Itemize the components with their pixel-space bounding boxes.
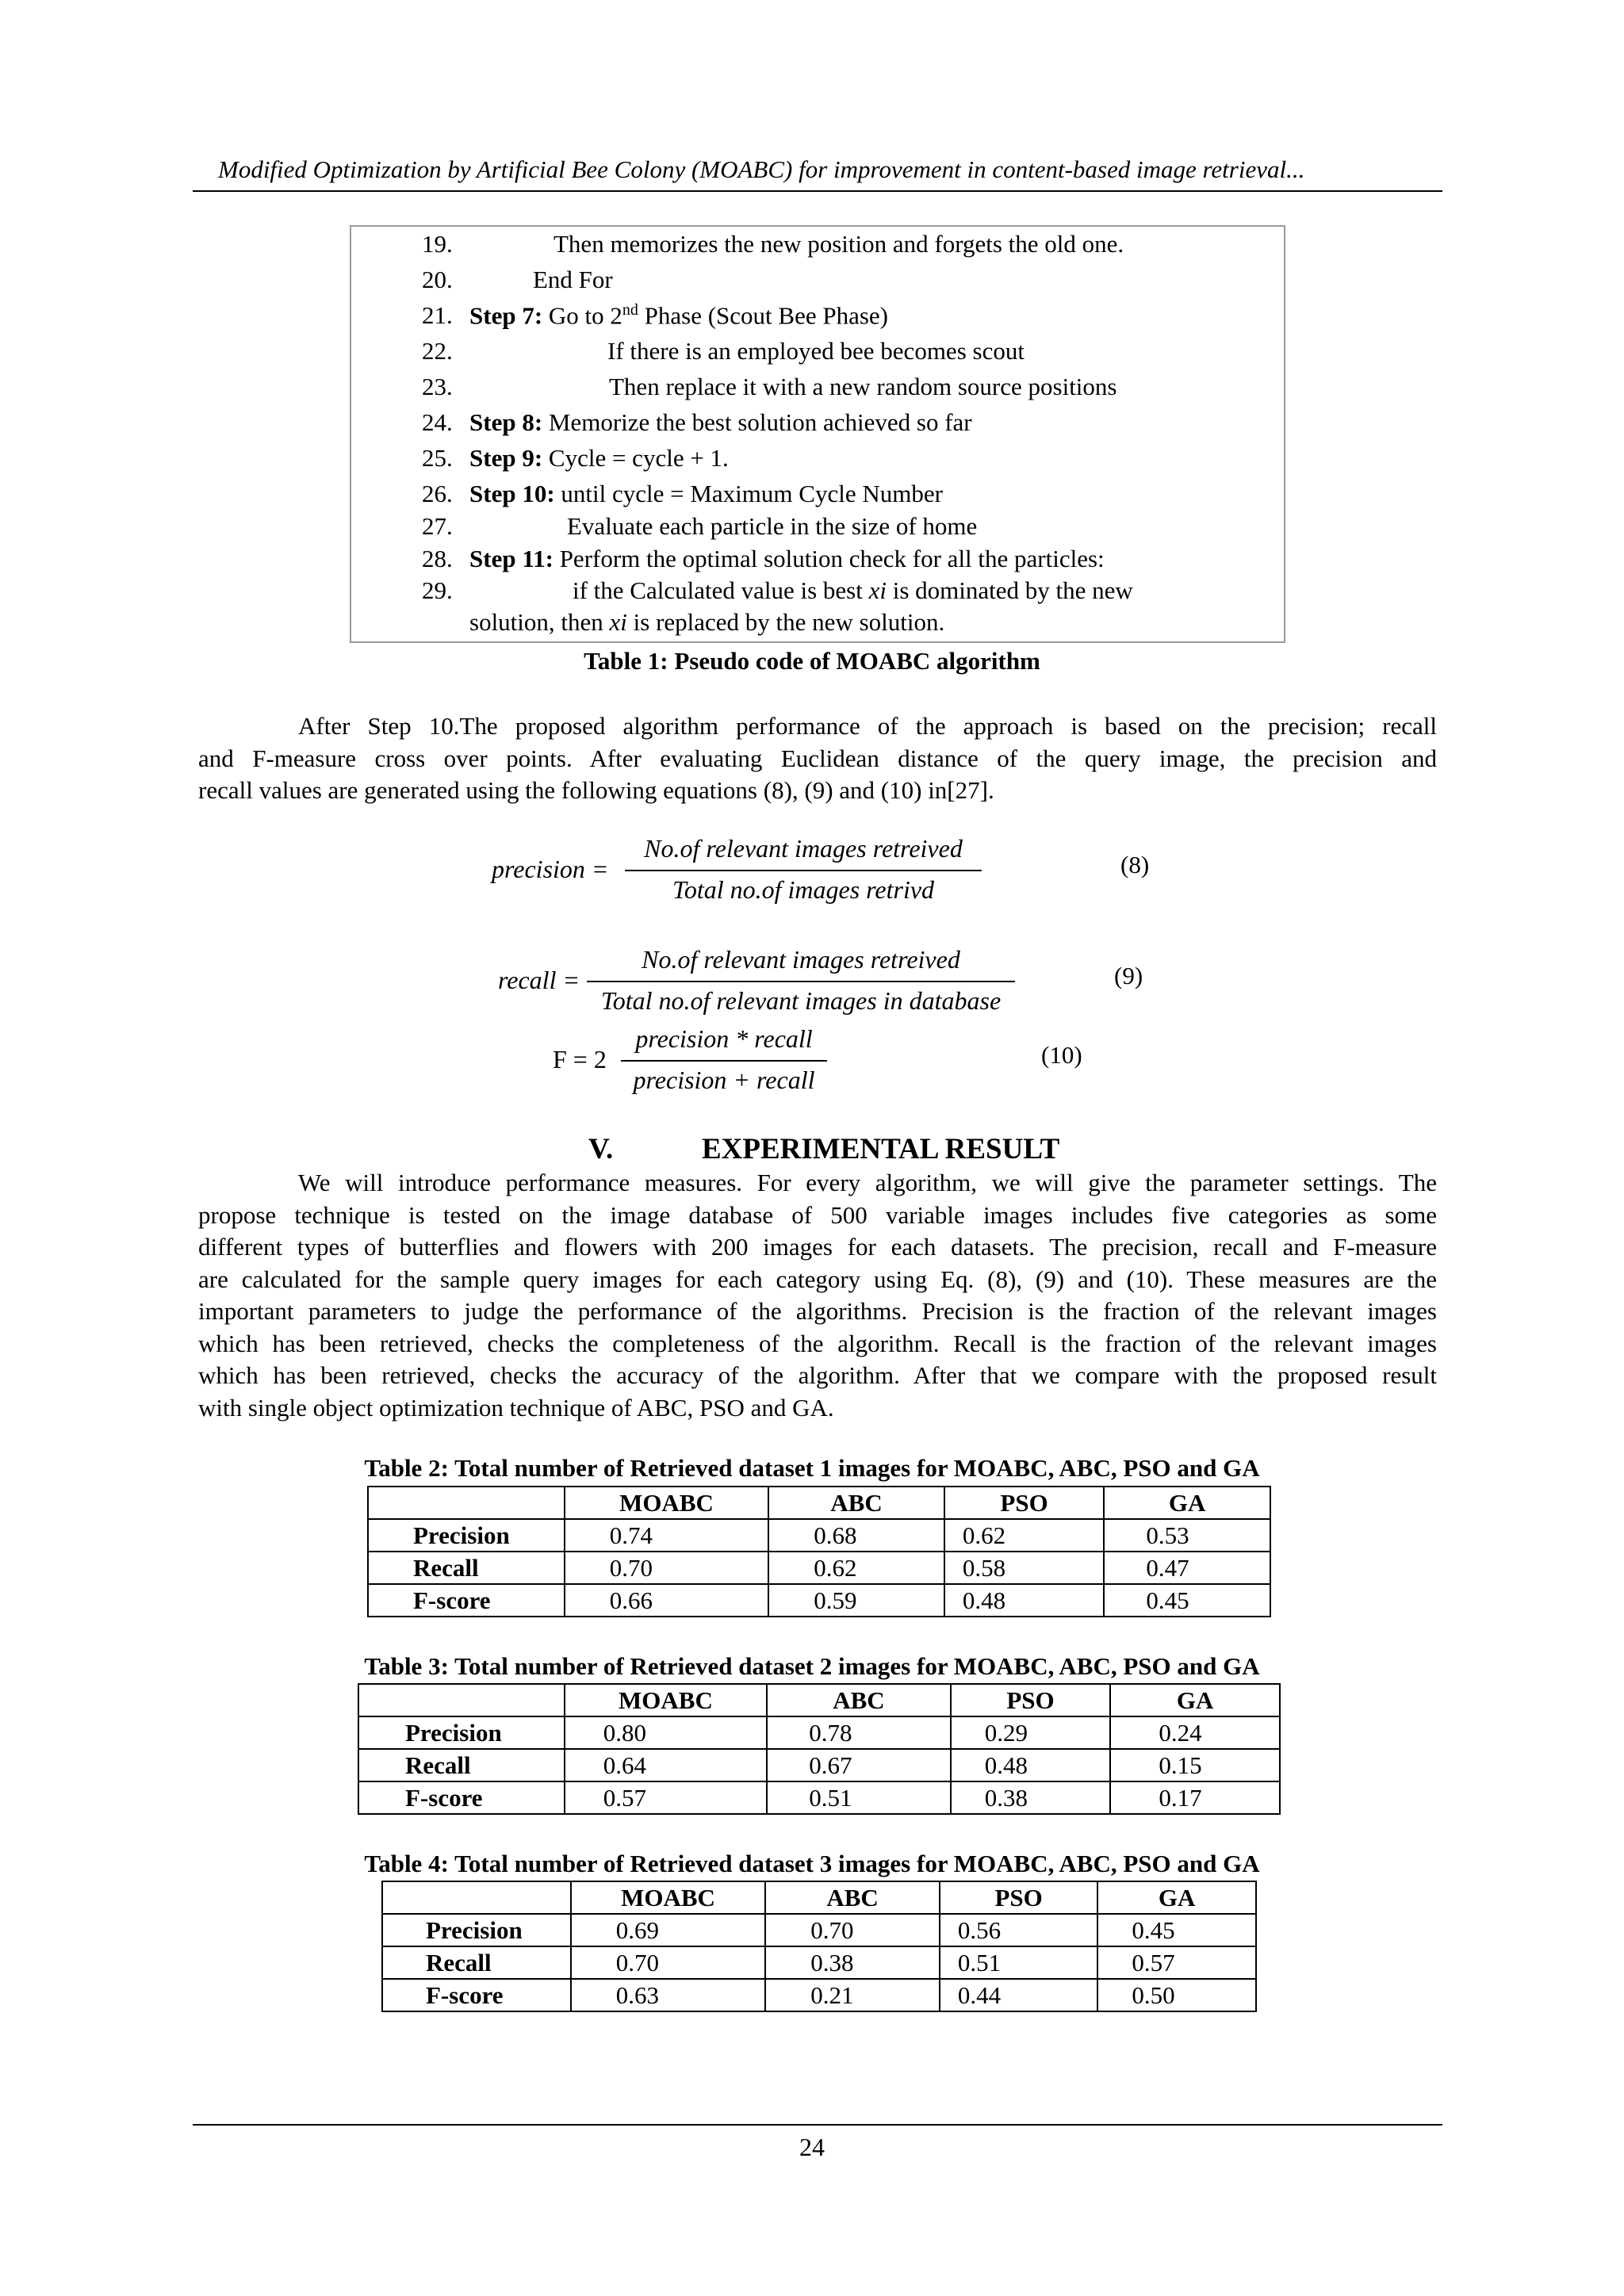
table-row: Recall 0.70 0.62 0.58 0.47	[368, 1552, 1270, 1584]
eq9-denominator: Total no.of relevant images in database	[600, 986, 1002, 1015]
footer-rule	[193, 2124, 1442, 2126]
eq10-fraction-bar	[621, 1060, 827, 1062]
eq8-fraction-bar	[625, 870, 982, 871]
eq10-numerator: precision * recall	[635, 1024, 813, 1053]
table-row: MOABC ABC PSO GA	[368, 1487, 1270, 1519]
eq8-numerator: No.of relevant images retreived	[644, 834, 963, 863]
eq8-denominator: Total no.of images retrivd	[672, 875, 935, 904]
table-3	[358, 1683, 1281, 1815]
table-1-caption: Table 1: Pseudo code of MOABC algorithm	[584, 647, 1040, 675]
paragraph-experimental: We will introduce performance measures. For every algorithm, we will give the parameter settings. The propose technique is tested on the image database of 500 variable images includes five categories as some different types of butterflies and flowers with 200 images for each datasets. The precision, recall and F-measure are calculated for the sample query images for each category using Eq. (8), (9) and (10). These measures are the important parameters to judge the performance of the algorithms. Precision is the fraction of the relevant images which has been retrieved, checks the completeness of the algorithm. Recall is the fraction of the relevant images which has been retrieved, checks the accuracy of the algorithm. After that we compare with the proposed result with single object optimization technique of ABC, PSO and GA.	[198, 1169, 1437, 1422]
paragraph-after-step-10: After Step 10.The proposed algorithm performance of the approach is based on the precision; recall and F-measure cross over points. After evaluating Euclidean distance of the query image, the precision and recall values are generated using the following equations (8), (9) and (10) in[27].	[198, 712, 1437, 804]
section-title: EXPERIMENTAL RESULT	[702, 1133, 1060, 1165]
table-4	[381, 1881, 1257, 2012]
table-3-caption: Table 3: Total number of Retrieved dataset 2 images for MOABC, ABC, PSO and GA	[364, 1652, 1260, 1680]
table-row: Recall 0.64 0.67 0.48 0.15	[358, 1749, 1280, 1781]
header-rule	[193, 190, 1442, 192]
table-row: Precision 0.80 0.78 0.29 0.24	[358, 1716, 1280, 1749]
eq9-numerator: No.of relevant images retreived	[642, 945, 960, 974]
table-2-caption: Table 2: Total number of Retrieved dataset 1 images for MOABC, ABC, PSO and GA	[364, 1454, 1260, 1482]
eq10-lhs: F = 2	[553, 1045, 607, 1073]
eq8-label: (8)	[1120, 851, 1150, 878]
eq10-denominator: precision + recall	[633, 1066, 815, 1094]
page-number: 24	[799, 2133, 825, 2161]
table-row: MOABC ABC PSO GA	[382, 1881, 1256, 1914]
eq10-label: (10)	[1041, 1041, 1082, 1069]
table-row: F-score 0.63 0.21 0.44 0.50	[382, 1979, 1256, 2011]
table-row: MOABC ABC PSO GA	[358, 1684, 1280, 1716]
eq9-label: (9)	[1114, 962, 1143, 989]
table-2	[367, 1486, 1271, 1617]
table-row: Recall 0.70 0.38 0.51 0.57	[382, 1946, 1256, 1979]
table-row: F-score 0.57 0.51 0.38 0.17	[358, 1781, 1280, 1814]
running-header: Modified Optimization by Artificial Bee Colony (MOABC) for improvement in content-based image retrieval...	[218, 155, 1305, 183]
table-4-caption: Table 4: Total number of Retrieved dataset 3 images for MOABC, ABC, PSO and GA	[364, 1850, 1260, 1877]
eq9-fraction-bar	[587, 981, 1015, 982]
eq8-lhs: precision =	[492, 855, 609, 883]
table-row: Precision 0.74 0.68 0.62 0.53	[368, 1519, 1270, 1552]
table-row: Precision 0.69 0.70 0.56 0.45	[382, 1914, 1256, 1946]
section-number: V.	[588, 1133, 614, 1165]
table-row: F-score 0.66 0.59 0.48 0.45	[368, 1584, 1270, 1617]
eq9-lhs: recall =	[498, 966, 580, 994]
